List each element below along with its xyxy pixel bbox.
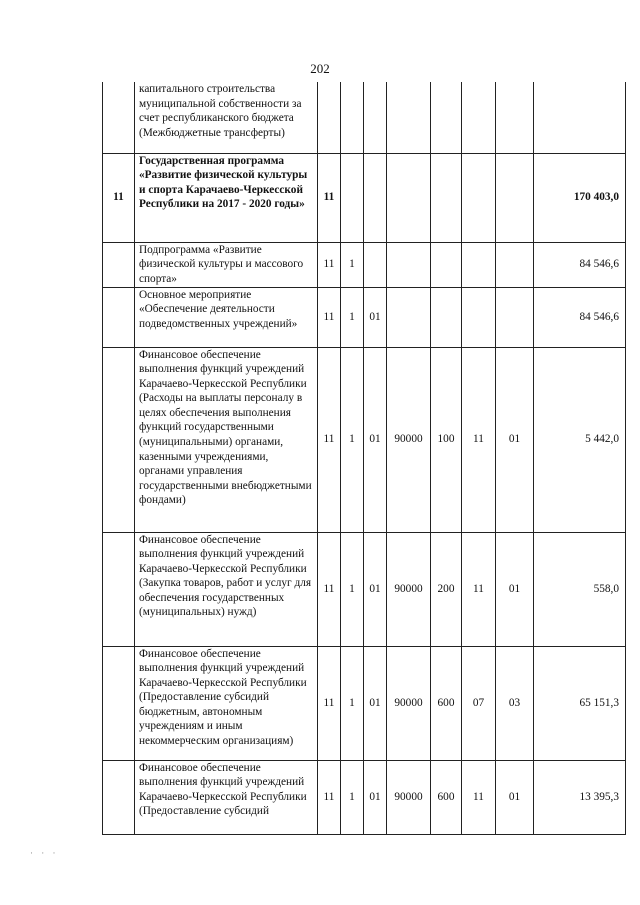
subsection-code (496, 287, 534, 347)
row-name: капитального строительства муниципальной собственности за счет республиканского бюджета (Межбюджетные трансферты) (135, 82, 318, 153)
subprogram-code: 1 (341, 646, 364, 760)
row-number (103, 532, 135, 646)
row-number: 11 (103, 153, 135, 242)
expense-type-code (431, 287, 462, 347)
program-code: 11 (318, 532, 341, 646)
expense-type-code: 200 (431, 532, 462, 646)
activity-code: 01 (364, 287, 387, 347)
direction-code: 90000 (387, 347, 431, 532)
amount: 13 395,3 (534, 760, 626, 834)
section-code: 11 (462, 760, 496, 834)
subprogram-code: 1 (341, 347, 364, 532)
section-code (462, 82, 496, 153)
subprogram-code: 1 (341, 287, 364, 347)
section-code (462, 242, 496, 287)
activity-code (364, 242, 387, 287)
row-number (103, 287, 135, 347)
amount: 65 151,3 (534, 646, 626, 760)
activity-code: 01 (364, 532, 387, 646)
row-number (103, 646, 135, 760)
program-code: 11 (318, 153, 341, 242)
row-name: Финансовое обеспечение выполнения функций учреждений Карачаево-Черкесской Республики (Закупка товаров, работ и услуг для обеспечения государственных (муниципальных) нужд) (135, 532, 318, 646)
table-row (103, 760, 626, 834)
expense-type-code: 100 (431, 347, 462, 532)
amount: 558,0 (534, 532, 626, 646)
table-row (103, 242, 626, 287)
direction-code (387, 287, 431, 347)
activity-code: 01 (364, 347, 387, 532)
row-name: Основное мероприятие «Обеспечение деятельности подведомственных учреждений» (135, 287, 318, 347)
section-code (462, 287, 496, 347)
expense-type-code (431, 82, 462, 153)
expense-type-code (431, 153, 462, 242)
subprogram-code (341, 82, 364, 153)
page-number: 202 (310, 61, 330, 76)
activity-code: 01 (364, 760, 387, 834)
scan-artifact: · · · (30, 848, 59, 858)
row-name: Подпрограмма «Развитие физической культуры и массового спорта» (135, 242, 318, 287)
expense-type-code (431, 242, 462, 287)
subsection-code: 01 (496, 760, 534, 834)
row-name: Финансовое обеспечение выполнения функций учреждений Карачаево-Черкесской Республики (Предоставление субсидий бюджетным, автономным учреждениям и иным некоммерческим организациям) (135, 646, 318, 760)
table-row (103, 82, 626, 153)
subsection-code (496, 82, 534, 153)
table-row (103, 347, 626, 532)
expense-type-code: 600 (431, 760, 462, 834)
row-name: Финансовое обеспечение выполнения функций учреждений Карачаево-Черкесской Республики (Предоставление субсидий (135, 760, 318, 834)
subsection-code: 01 (496, 347, 534, 532)
table-row (103, 646, 626, 760)
table-row (103, 287, 626, 347)
program-code: 11 (318, 242, 341, 287)
program-code: 11 (318, 287, 341, 347)
section-code: 07 (462, 646, 496, 760)
direction-code (387, 242, 431, 287)
activity-code (364, 82, 387, 153)
direction-code (387, 153, 431, 242)
amount: 170 403,0 (534, 153, 626, 242)
row-number (103, 82, 135, 153)
amount: 84 546,6 (534, 287, 626, 347)
section-code: 11 (462, 347, 496, 532)
direction-code: 90000 (387, 532, 431, 646)
subprogram-code: 1 (341, 532, 364, 646)
expense-type-code: 600 (431, 646, 462, 760)
row-name: Финансовое обеспечение выполнения функций учреждений Карачаево-Черкесской Республики (Расходы на выплаты персоналу в целях обеспечения выполнения функций государственными (муниципальными) органами, казенными учреждениями, органами управления государственными внебюджетными фондами) (135, 347, 318, 532)
program-code (318, 82, 341, 153)
section-code (462, 153, 496, 242)
budget-table (102, 82, 626, 835)
row-number (103, 242, 135, 287)
amount: 5 442,0 (534, 347, 626, 532)
section-code: 11 (462, 532, 496, 646)
table-row (103, 153, 626, 242)
subprogram-code: 1 (341, 760, 364, 834)
subprogram-code: 1 (341, 242, 364, 287)
subsection-code (496, 153, 534, 242)
program-code: 11 (318, 760, 341, 834)
subsection-code (496, 242, 534, 287)
row-number (103, 760, 135, 834)
table-row (103, 532, 626, 646)
row-number (103, 347, 135, 532)
activity-code (364, 153, 387, 242)
subsection-code: 03 (496, 646, 534, 760)
direction-code: 90000 (387, 646, 431, 760)
direction-code (387, 82, 431, 153)
subprogram-code (341, 153, 364, 242)
program-code: 11 (318, 347, 341, 532)
direction-code: 90000 (387, 760, 431, 834)
program-code: 11 (318, 646, 341, 760)
row-name: Государственная программа «Развитие физической культуры и спорта Карачаево-Черкесской Республики на 2017 - 2020 годы» (135, 153, 318, 242)
subsection-code: 01 (496, 532, 534, 646)
amount: 84 546,6 (534, 242, 626, 287)
activity-code: 01 (364, 646, 387, 760)
amount (534, 82, 626, 153)
